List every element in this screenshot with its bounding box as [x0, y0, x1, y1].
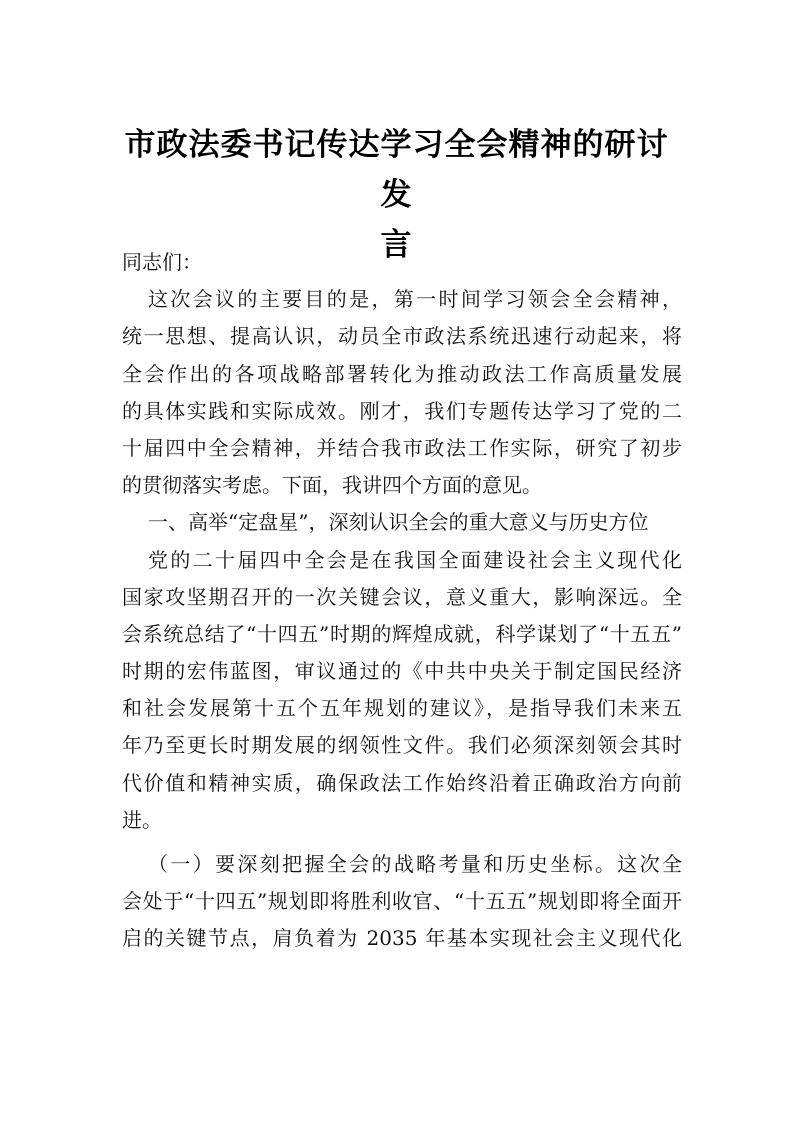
paragraph-2-line-2: 国家攻坚期召开的一次关键会议，意义重大，影响深远。全 [122, 584, 682, 609]
paragraph-2-line-4: 时期的宏伟蓝图，审议通过的《中共中央关于制定国民经济 [122, 659, 682, 684]
paragraph-3-line-2: 会处于“十四五”规划即将胜利收官、“十五五”规划即将全面开 [122, 889, 682, 914]
paragraph-2-line-3: 会系统总结了“十四五”时期的辉煌成就，科学谋划了“十五五” [122, 621, 682, 646]
paragraph-1-line-3: 全会作出的各项战略部署转化为推动政法工作高质量发展 [122, 361, 682, 386]
paragraph-2-line-6: 年乃至更长时期发展的纲领性文件。我们必须深刻领会其时 [122, 733, 682, 758]
paragraph-3-line-3: 启的关键节点，肩负着为 2035 年基本实现社会主义现代化 [122, 926, 682, 951]
paragraph-2-line-5: 和社会发展第十五个五年规划的建议》，是指导我们未来五 [122, 696, 682, 721]
salutation: 同志们： [122, 250, 202, 274]
paragraph-2-line-7: 代价值和精神实质，确保政法工作始终沿着正确政治方向前 [122, 770, 682, 795]
paragraph-1-line-6: 的贯彻落实考虑。下面，我讲四个方面的意见。 [122, 473, 542, 498]
section-heading-1 [122, 504, 682, 541]
paragraph-2-line-8: 进。 [122, 807, 162, 832]
section-heading-1-text: 一、高举“定盘星”，深刻认识全会的重大意义与历史方位 [148, 510, 649, 535]
title-line-1: 市政法委书记传达学习全会精神的研讨发 [124, 127, 669, 213]
paragraph-1-line-5: 十届四中全会精神，并结合我市政法工作实际，研究了初步 [122, 435, 682, 460]
paragraph-3 [122, 846, 682, 958]
paragraph-2-line-1: 党的二十届四中全会是在我国全面建设社会主义现代化 [148, 547, 682, 572]
title-line-2: 言 [380, 227, 413, 263]
paragraph-1-line-1: 这次会议的主要目的是，第一时间学习领会全会精神， [148, 287, 682, 312]
paragraph-1 [122, 281, 682, 504]
paragraph-1-line-2: 统一思想、提高认识，动员全市政法系统迅速行动起来，将 [122, 324, 682, 349]
document-body [122, 244, 682, 958]
paragraph-2 [122, 542, 682, 840]
paragraph-1-line-4: 的具体实践和实际成效。刚才，我们专题传达学习了党的二 [122, 398, 682, 423]
paragraph-3-line-1: （一）要深刻把握全会的战略考量和历史坐标。这次全 [148, 852, 682, 876]
